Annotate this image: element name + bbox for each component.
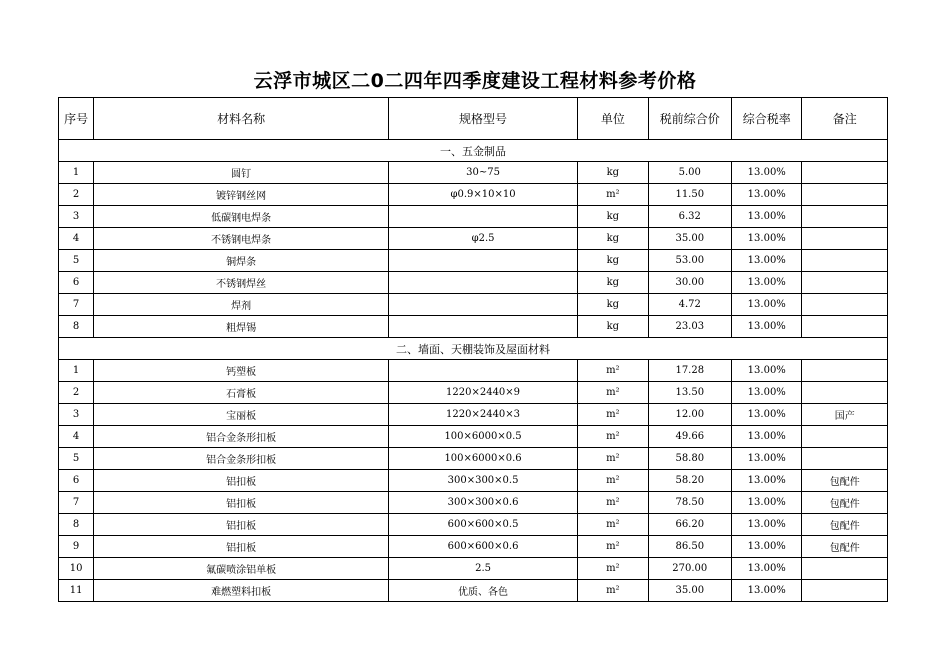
cell-name: 难燃塑料扣板: [94, 580, 389, 602]
header-cell-spec: 规格型号: [388, 98, 577, 140]
table-row: [59, 272, 888, 294]
header-cell-no: 序号: [59, 98, 94, 140]
table-row: [59, 360, 888, 382]
cell-name: 焊剂: [94, 294, 389, 316]
cell-price: 23.03: [648, 316, 732, 338]
cell-note: [802, 250, 888, 272]
cell-price: 5.00: [648, 162, 732, 184]
cell-price: 30.00: [648, 272, 732, 294]
cell-rate: 13.00%: [732, 404, 802, 426]
cell-spec: 600×600×0.5: [388, 514, 577, 536]
table-row: [59, 558, 888, 580]
cell-price: 6.32: [648, 206, 732, 228]
cell-spec: 100×6000×0.6: [388, 448, 577, 470]
cell-no: 2: [59, 184, 94, 206]
cell-rate: 13.00%: [732, 272, 802, 294]
table-row: [59, 404, 888, 426]
cell-no: 2: [59, 382, 94, 404]
cell-rate: 13.00%: [732, 470, 802, 492]
header-cell-price: 税前综合价: [648, 98, 732, 140]
cell-note: [802, 206, 888, 228]
cell-price: 11.50: [648, 184, 732, 206]
cell-no: 11: [59, 580, 94, 602]
cell-unit: m²: [578, 184, 648, 206]
cell-note: 包配件: [802, 492, 888, 514]
header-cell-note: 备注: [802, 98, 888, 140]
cell-price: 270.00: [648, 558, 732, 580]
cell-note: 包配件: [802, 470, 888, 492]
cell-price: 35.00: [648, 228, 732, 250]
section-title: 二、墙面、天棚装饰及屋面材料: [59, 338, 888, 360]
section-row: [59, 140, 888, 162]
cell-no: 8: [59, 316, 94, 338]
cell-rate: 13.00%: [732, 316, 802, 338]
cell-note: [802, 316, 888, 338]
price-table-body: [59, 98, 888, 602]
cell-price: 12.00: [648, 404, 732, 426]
cell-no: 4: [59, 228, 94, 250]
cell-name: 铝扣板: [94, 514, 389, 536]
cell-spec: φ2.5: [388, 228, 577, 250]
table-row: [59, 382, 888, 404]
cell-no: 1: [59, 360, 94, 382]
cell-name: 石膏板: [94, 382, 389, 404]
cell-note: 国产: [802, 404, 888, 426]
cell-price: 4.72: [648, 294, 732, 316]
cell-note: [802, 426, 888, 448]
cell-spec: 30~75: [388, 162, 577, 184]
cell-price: 66.20: [648, 514, 732, 536]
cell-spec: [388, 272, 577, 294]
cell-unit: m²: [578, 382, 648, 404]
header-cell-name: 材料名称: [94, 98, 389, 140]
cell-price: 49.66: [648, 426, 732, 448]
cell-note: 包配件: [802, 514, 888, 536]
table-row: [59, 206, 888, 228]
cell-rate: 13.00%: [732, 536, 802, 558]
header-cell-unit: 单位: [578, 98, 648, 140]
cell-unit: kg: [578, 294, 648, 316]
cell-name: 铝扣板: [94, 470, 389, 492]
cell-note: [802, 558, 888, 580]
cell-name: 镀锌钢丝网: [94, 184, 389, 206]
cell-price: 35.00: [648, 580, 732, 602]
cell-unit: m²: [578, 470, 648, 492]
cell-name: 不锈钢电焊条: [94, 228, 389, 250]
cell-no: 6: [59, 272, 94, 294]
cell-rate: 13.00%: [732, 558, 802, 580]
table-row: [59, 514, 888, 536]
cell-rate: 13.00%: [732, 360, 802, 382]
cell-unit: m²: [578, 360, 648, 382]
cell-unit: kg: [578, 162, 648, 184]
cell-no: 7: [59, 294, 94, 316]
cell-note: 包配件: [802, 536, 888, 558]
header-row: [59, 98, 888, 140]
cell-spec: [388, 294, 577, 316]
cell-note: [802, 382, 888, 404]
table-row: [59, 470, 888, 492]
cell-name: 宝丽板: [94, 404, 389, 426]
cell-spec: [388, 316, 577, 338]
cell-rate: 13.00%: [732, 492, 802, 514]
cell-spec: [388, 206, 577, 228]
cell-spec: 1220×2440×3: [388, 404, 577, 426]
table-row: [59, 426, 888, 448]
cell-rate: 13.00%: [732, 294, 802, 316]
table-row: [59, 316, 888, 338]
cell-spec: 300×300×0.5: [388, 470, 577, 492]
cell-name: 铝合金条形扣板: [94, 448, 389, 470]
cell-name: 粗焊锡: [94, 316, 389, 338]
cell-rate: 13.00%: [732, 184, 802, 206]
section-row: [59, 338, 888, 360]
cell-no: 8: [59, 514, 94, 536]
cell-no: 9: [59, 536, 94, 558]
cell-no: 3: [59, 404, 94, 426]
cell-name: 铝合金条形扣板: [94, 426, 389, 448]
table-row: [59, 492, 888, 514]
cell-rate: 13.00%: [732, 228, 802, 250]
cell-spec: 2.5: [388, 558, 577, 580]
cell-unit: m²: [578, 492, 648, 514]
cell-price: 17.28: [648, 360, 732, 382]
cell-note: [802, 162, 888, 184]
cell-no: 5: [59, 448, 94, 470]
cell-spec: [388, 360, 577, 382]
cell-rate: 13.00%: [732, 580, 802, 602]
table-row: [59, 162, 888, 184]
cell-price: 58.20: [648, 470, 732, 492]
cell-no: 6: [59, 470, 94, 492]
cell-rate: 13.00%: [732, 206, 802, 228]
cell-spec: 优质、各色: [388, 580, 577, 602]
cell-unit: kg: [578, 272, 648, 294]
cell-price: 58.80: [648, 448, 732, 470]
cell-note: [802, 228, 888, 250]
cell-name: 铜焊条: [94, 250, 389, 272]
cell-spec: 100×6000×0.5: [388, 426, 577, 448]
cell-price: 53.00: [648, 250, 732, 272]
cell-rate: 13.00%: [732, 426, 802, 448]
cell-rate: 13.00%: [732, 162, 802, 184]
table-row: [59, 448, 888, 470]
price-table: [58, 97, 888, 602]
cell-note: [802, 294, 888, 316]
table-row: [59, 294, 888, 316]
cell-unit: kg: [578, 316, 648, 338]
cell-unit: m²: [578, 404, 648, 426]
cell-name: 不锈钢焊丝: [94, 272, 389, 294]
cell-no: 4: [59, 426, 94, 448]
cell-unit: m²: [578, 536, 648, 558]
cell-rate: 13.00%: [732, 250, 802, 272]
cell-unit: kg: [578, 206, 648, 228]
cell-rate: 13.00%: [732, 514, 802, 536]
cell-no: 10: [59, 558, 94, 580]
table-row: [59, 228, 888, 250]
cell-rate: 13.00%: [732, 448, 802, 470]
cell-name: 铝扣板: [94, 492, 389, 514]
cell-note: [802, 448, 888, 470]
cell-spec: 1220×2440×9: [388, 382, 577, 404]
cell-no: 3: [59, 206, 94, 228]
cell-note: [802, 272, 888, 294]
cell-price: 78.50: [648, 492, 732, 514]
cell-note: [802, 580, 888, 602]
cell-unit: kg: [578, 250, 648, 272]
cell-no: 5: [59, 250, 94, 272]
cell-unit: kg: [578, 228, 648, 250]
table-row: [59, 250, 888, 272]
table-row: [59, 184, 888, 206]
cell-price: 86.50: [648, 536, 732, 558]
header-cell-rate: 综合税率: [732, 98, 802, 140]
table-row: [59, 580, 888, 602]
section-title: 一、五金制品: [59, 140, 888, 162]
cell-spec: [388, 250, 577, 272]
cell-spec: 300×300×0.6: [388, 492, 577, 514]
cell-unit: m²: [578, 558, 648, 580]
cell-name: 圆钉: [94, 162, 389, 184]
cell-unit: m²: [578, 426, 648, 448]
cell-unit: m²: [578, 580, 648, 602]
cell-spec: 600×600×0.6: [388, 536, 577, 558]
cell-name: 钙塑板: [94, 360, 389, 382]
cell-no: 7: [59, 492, 94, 514]
cell-note: [802, 184, 888, 206]
cell-unit: m²: [578, 514, 648, 536]
cell-name: 铝扣板: [94, 536, 389, 558]
cell-name: 低碳钢电焊条: [94, 206, 389, 228]
cell-spec: φ0.9×10×10: [388, 184, 577, 206]
cell-no: 1: [59, 162, 94, 184]
cell-unit: m²: [578, 448, 648, 470]
cell-note: [802, 360, 888, 382]
cell-rate: 13.00%: [732, 382, 802, 404]
page-title: 云浮市城区二0二四年四季度建设工程材料参考价格: [253, 70, 697, 92]
cell-name: 氟碳喷涂铝单板: [94, 558, 389, 580]
table-row: [59, 536, 888, 558]
cell-price: 13.50: [648, 382, 732, 404]
